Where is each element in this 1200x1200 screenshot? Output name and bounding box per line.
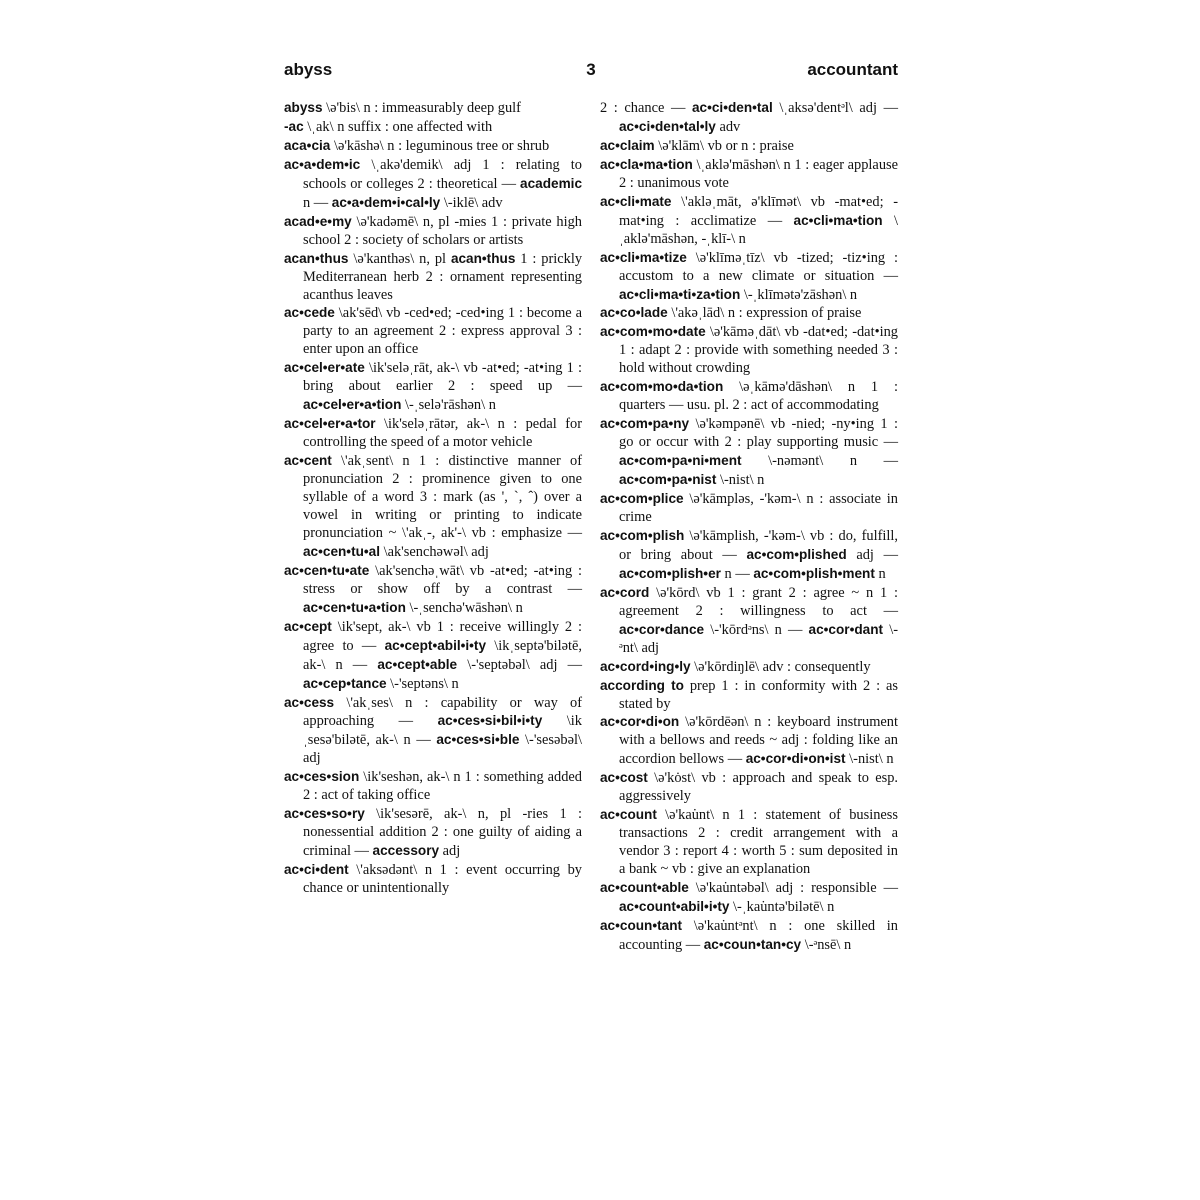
entry-headword: ac•cli•ma•tion bbox=[793, 212, 883, 228]
entry-definition: prep 1 : in conformity with 2 : as stated by bbox=[619, 677, 899, 712]
entry-definition: 1 : prickly Mediterranean herb 2 : ornament representing acanthus leaves bbox=[303, 250, 583, 303]
entry-columns bbox=[284, 99, 898, 1156]
entry-definition: \-nist\ n bbox=[845, 751, 894, 768]
dictionary-entry bbox=[600, 193, 898, 249]
entry-definition: \-ˌkau̇ntə'bilətē\ n bbox=[729, 898, 835, 915]
dictionary-entry bbox=[284, 805, 582, 861]
page-header bbox=[284, 56, 898, 86]
dictionary-entry bbox=[284, 250, 582, 305]
entry-headword: ac•ci•den•tal bbox=[691, 100, 773, 115]
dictionary-page bbox=[284, 56, 898, 1156]
entry-headword: ac•cel•er•a•tion bbox=[303, 397, 402, 413]
entry-headword: -ac bbox=[284, 118, 304, 134]
entry-definition: \ik'seshən, ak-\ n 1 : something added 2 : act of taking office bbox=[303, 769, 582, 804]
entry-headword: ac•cen•tu•a•tion bbox=[303, 599, 406, 615]
dictionary-entry bbox=[600, 658, 898, 677]
entry-definition: \ikˌseptə'bilətē, ak-\ n — bbox=[303, 637, 582, 673]
entry-definition: \-nist\ n bbox=[716, 472, 765, 489]
entry-headword: ac•com•plished bbox=[746, 546, 847, 562]
entry-headword: ac•com•pa•ni•ment bbox=[619, 453, 742, 469]
entry-definition: \'akˌses\ n : capability or way of approaching — bbox=[303, 694, 582, 730]
entry-headword: ac•count bbox=[600, 807, 657, 823]
entry-headword: acan•thus bbox=[450, 250, 516, 266]
entry-headword: aca•cia bbox=[284, 137, 331, 153]
entry-definition: \ə'kāmpləs, -'kəm-\ n : associate in crime bbox=[619, 491, 898, 525]
entry-definition: \'aksədənt\ n 1 : event occurring by chance or unintentionally bbox=[303, 862, 582, 897]
entry-definition: \-ᵊnsē\ n bbox=[801, 936, 852, 953]
entry-definition: n bbox=[874, 565, 886, 582]
dictionary-entry bbox=[284, 618, 582, 694]
entry-headword: academic bbox=[520, 175, 582, 191]
entry-definition: \ə'bis\ n : immeasurably deep gulf bbox=[322, 100, 521, 116]
entry-definition: \-'septəns\ n bbox=[386, 675, 459, 692]
entry-definition: \ə'kəmpənē\ vb -nied; -ny•ing 1 : go or occur with 2 : play supporting music — bbox=[619, 416, 898, 451]
entry-headword: ac•cor•di•on•ist bbox=[745, 751, 846, 767]
entry-headword: ac•cede bbox=[284, 305, 335, 321]
dictionary-entry bbox=[600, 304, 898, 323]
entry-definition: \ik'sept, ak-\ vb 1 : receive willingly 2 : agree to — bbox=[303, 618, 582, 654]
dictionary-entry bbox=[284, 99, 582, 118]
entry-headword: ac•co•lade bbox=[600, 305, 668, 321]
entry-headword: ac•cent bbox=[284, 453, 332, 469]
entry-definition: \ˌaksə'dentᵊl\ adj — bbox=[772, 100, 898, 116]
dictionary-entry bbox=[600, 917, 898, 955]
right-column bbox=[600, 99, 898, 955]
entry-headword: acad•e•my bbox=[284, 213, 352, 229]
entry-headword: ac•a•dem•ic bbox=[284, 156, 361, 172]
entry-headword: ac•cept•able bbox=[377, 656, 458, 672]
dictionary-entry bbox=[284, 415, 582, 452]
entry-definition: \ˌaklə'māshən\ n 1 : eager applause 2 : unanimous vote bbox=[619, 156, 898, 191]
dictionary-entry bbox=[284, 694, 582, 769]
entry-headword: ac•cept•abil•i•ty bbox=[384, 637, 486, 653]
entry-definition: \ik'sesərē, ak-\ n, pl -ries 1 : nonessential addition 2 : one guilty of aiding a criminal — bbox=[303, 806, 582, 860]
dictionary-entry bbox=[284, 452, 582, 562]
entry-headword: ac•ces•so•ry bbox=[284, 806, 365, 822]
entry-definition: \ə'kau̇ntəbəl\ adj : responsible — bbox=[688, 880, 898, 897]
entry-definition: \ə'kāmplish, -'kəm-\ vb : do, fulfill, or bring about — bbox=[619, 527, 898, 563]
entry-definition: \ə'klām\ vb or n : praise bbox=[654, 137, 794, 154]
entry-definition: \ˌakə'demik\ adj 1 : relating to schools or colleges 2 : theoretical — bbox=[303, 156, 582, 192]
dictionary-entry bbox=[600, 323, 898, 378]
dictionary-entry bbox=[600, 249, 898, 305]
entry-definition: \ə'klīməˌtīz\ vb -tized; -tiz•ing : accustom to a new climate or situation — bbox=[619, 249, 898, 284]
dictionary-entry bbox=[284, 137, 582, 156]
entry-headword: ac•ces•sion bbox=[284, 769, 360, 785]
dictionary-entry bbox=[600, 137, 898, 156]
entry-headword: ac•com•plish•er bbox=[619, 565, 721, 581]
entry-headword: ac•com•mo•date bbox=[600, 324, 706, 340]
guide-word-left: abyss bbox=[284, 60, 333, 79]
entry-definition: \ik'seləˌrāt, ak-\ vb -at•ed; -at•ing 1 : bring about earlier 2 : speed up — bbox=[303, 360, 582, 395]
dictionary-entry bbox=[600, 415, 898, 490]
dictionary-entry bbox=[284, 304, 582, 359]
entry-headword: ac•ces•si•bil•i•ty bbox=[437, 713, 543, 729]
dictionary-entry bbox=[600, 527, 898, 584]
entry-headword: ac•claim bbox=[600, 137, 655, 153]
entry-definition: \-ˌsenchə'wāshən\ n bbox=[405, 599, 523, 616]
entry-definition: \'akəˌlād\ n : expression of praise bbox=[667, 305, 862, 322]
entry-headword: according to bbox=[600, 677, 684, 693]
entry-definition: \ak'sēd\ vb -ced•ed; -ced•ing 1 : become a party to an agreement 2 : express approval 3 : enter upon an office bbox=[303, 305, 582, 358]
entry-definition: \əˌkāmə'dāshən\ n 1 : quarters — usu. pl. 2 : act of accommodating bbox=[619, 379, 898, 414]
entry-definition: \-ˌklīmətə'zāshən\ n bbox=[740, 286, 858, 303]
entry-definition: \-ᵊnt\ adj bbox=[619, 621, 898, 656]
entry-definition: \-nəmənt\ n — bbox=[741, 453, 898, 470]
entry-definition: adj bbox=[439, 843, 461, 860]
dictionary-entry bbox=[600, 378, 898, 415]
entry-headword: ac•com•plice bbox=[600, 491, 684, 507]
dictionary-entry bbox=[600, 806, 898, 879]
entry-definition: n — bbox=[720, 565, 754, 582]
entry-definition: \'akləˌmāt, ə'klīmət\ vb -mat•ed; -mat•ing : acclimatize — bbox=[619, 193, 898, 229]
entry-headword: ac•cli•ma•ti•za•tion bbox=[619, 286, 741, 302]
entry-definition: \ˌaklə'māshən, -ˌklī-\ n bbox=[619, 212, 898, 247]
entry-headword: ac•cel•er•ate bbox=[284, 360, 365, 376]
entry-definition: \-'septəbəl\ adj — bbox=[457, 656, 582, 673]
page-number: 3 bbox=[586, 60, 596, 79]
entry-definition: \ə'kōrdēən\ n : keyboard instrument with a bellows and reeds ~ adj : folding like an accordion bellows — bbox=[619, 714, 898, 768]
entry-headword: accessory bbox=[372, 843, 440, 859]
entry-headword: ac•coun•tant bbox=[600, 917, 683, 933]
entry-headword: ac•cel•er•a•tor bbox=[284, 416, 376, 432]
entry-definition: adv bbox=[715, 118, 741, 135]
entry-headword: ac•cord•ing•ly bbox=[600, 658, 691, 674]
dictionary-entry bbox=[284, 562, 582, 618]
entry-definition: \ak'senchəˌwāt\ vb -at•ed; -at•ing : stress or show off by a contrast — bbox=[303, 562, 582, 597]
dictionary-entry bbox=[600, 584, 898, 658]
dictionary-entry bbox=[600, 769, 898, 806]
entry-definition: \ikˌsesə'bilətē, ak-\ n — bbox=[303, 713, 582, 749]
dictionary-entry bbox=[600, 677, 898, 714]
entry-definition: \-ˌselə'rāshən\ n bbox=[401, 397, 496, 414]
entry-definition: \ə'kōrdiŋlē\ adv : consequently bbox=[690, 658, 871, 675]
entry-headword: ac•count•abil•i•ty bbox=[619, 898, 730, 914]
entry-definition: \'akˌsent\ n 1 : distinctive manner of pronunciation 2 : prominence given to one syllable of a word 3 : mark (as ', `, ˆ) over a vowel in writing or printing to indicate pronunciation ~ \'akˌ-, ak'-\ vb : emphasize — bbox=[303, 453, 582, 541]
dictionary-entry bbox=[284, 118, 582, 137]
entry-headword: ac•cor•dance bbox=[619, 621, 705, 637]
entry-headword: ac•cor•di•on bbox=[600, 714, 680, 730]
left-column bbox=[284, 99, 582, 898]
entry-definition: \ə'kanthəs\ n, pl bbox=[348, 250, 451, 267]
entry-headword: ac•cep•tance bbox=[303, 675, 387, 691]
entry-definition: \ə'kāməˌdāt\ vb -dat•ed; -dat•ing 1 : adapt 2 : provide with something needed 3 : hold without crowding bbox=[619, 324, 898, 377]
entry-headword: ac•a•dem•i•cal•ly bbox=[331, 194, 441, 210]
entry-headword: ac•cord bbox=[600, 584, 650, 600]
dictionary-entry bbox=[284, 768, 582, 805]
dictionary-entry bbox=[600, 713, 898, 769]
entry-headword: ac•cor•dant bbox=[808, 621, 884, 637]
entry-headword: ac•cli•ma•tize bbox=[600, 249, 687, 265]
entry-definition: \ə'kȯst\ vb : approach and speak to esp. aggressively bbox=[619, 770, 898, 805]
entry-headword: abyss bbox=[284, 100, 323, 115]
entry-definition: \-iklē\ adv bbox=[440, 194, 503, 211]
dictionary-entry bbox=[284, 156, 582, 213]
entry-definition: \ə'kāshə\ n : leguminous tree or shrub bbox=[330, 137, 550, 154]
dictionary-entry bbox=[600, 490, 898, 527]
entry-headword: ac•cla•ma•tion bbox=[600, 156, 693, 172]
entry-headword: ac•com•plish bbox=[600, 527, 685, 543]
entry-definition: \ə'kadəmē\ n, pl -mies 1 : private high school 2 : society of scholars or artists bbox=[303, 213, 582, 248]
dictionary-entry bbox=[600, 156, 898, 193]
dictionary-entry bbox=[284, 359, 582, 415]
entry-headword: ac•cept bbox=[284, 618, 332, 634]
entry-headword: ac•cen•tu•al bbox=[303, 543, 380, 559]
dictionary-entry bbox=[284, 861, 582, 898]
entry-definition: \-'kōrdᵊns\ n — bbox=[704, 621, 809, 638]
dictionary-entry bbox=[600, 879, 898, 917]
entry-definition: \ak'senchəwəl\ adj bbox=[380, 543, 489, 560]
entry-definition: adj — bbox=[846, 546, 898, 563]
entry-definition: \ə'kau̇nt\ n 1 : statement of business transactions 2 : credit arrangement with a vendor 3 : report 4 : worth 5 : sum deposited in a bank ~ vb : give an explanation bbox=[619, 807, 898, 878]
dictionary-entry bbox=[284, 213, 582, 250]
entry-headword: ac•ci•dent bbox=[284, 862, 349, 878]
entry-headword: ac•coun•tan•cy bbox=[703, 936, 802, 952]
entry-headword: ac•cost bbox=[600, 770, 648, 786]
entry-headword: ac•cen•tu•ate bbox=[284, 562, 370, 578]
entry-definition: 2 : chance — bbox=[600, 100, 692, 116]
entry-headword: ac•count•able bbox=[600, 880, 689, 896]
entry-headword: ac•com•pa•nist bbox=[619, 472, 717, 488]
entry-headword: ac•cli•mate bbox=[600, 193, 672, 209]
entry-definition: \-'sesəbəl\ adj bbox=[303, 732, 582, 767]
dictionary-entry bbox=[600, 99, 898, 137]
guide-word-right: accountant bbox=[807, 60, 898, 79]
entry-headword: ac•ci•den•tal•ly bbox=[619, 118, 716, 134]
entry-definition: \ə'kau̇ntᵊnt\ n : one skilled in accounting — bbox=[619, 917, 898, 953]
entry-definition: \ə'kōrd\ vb 1 : grant 2 : agree ~ n 1 : agreement 2 : willingness to act — bbox=[619, 584, 898, 619]
entry-definition: \ˌak\ n suffix : one affected with bbox=[303, 118, 493, 135]
entry-headword: ac•com•plish•ment bbox=[753, 565, 875, 581]
entry-headword: ac•com•mo•da•tion bbox=[600, 379, 724, 395]
entry-definition: n — bbox=[303, 194, 332, 211]
entry-headword: ac•com•pa•ny bbox=[600, 416, 690, 432]
entry-headword: ac•cess bbox=[284, 694, 335, 710]
entry-headword: ac•ces•si•ble bbox=[436, 732, 520, 748]
entry-headword: acan•thus bbox=[284, 250, 349, 266]
entry-definition: \ik'seləˌrātər, ak-\ n : pedal for controlling the speed of a motor vehicle bbox=[303, 416, 582, 451]
